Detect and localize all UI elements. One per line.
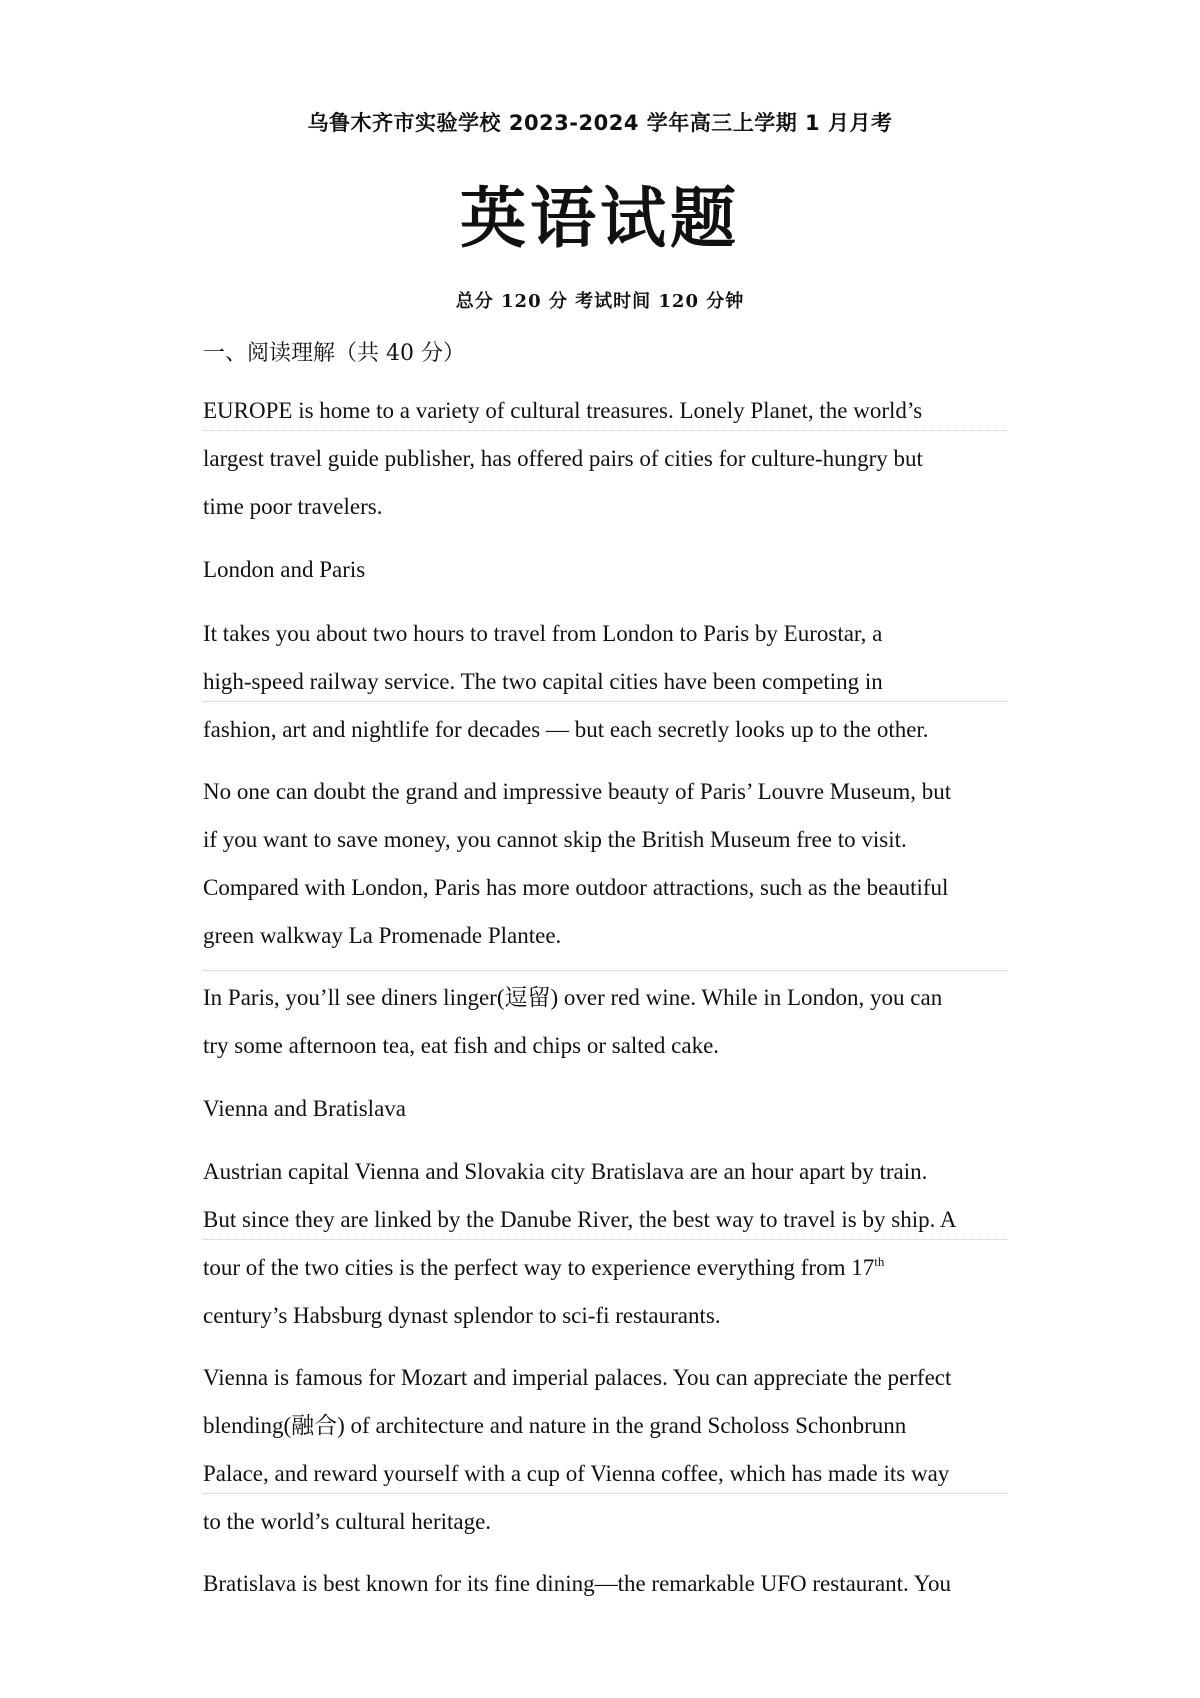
passage-line: EUROPE is home to a variety of cultural treasures. Lonely Planet, the world’s [203, 398, 923, 423]
ordinal-superscript: th [874, 1254, 885, 1269]
dotted-rule [203, 970, 1008, 971]
passage-line: if you want to save money, you cannot skip the British Museum free to visit. [203, 827, 907, 852]
passage-line: No one can doubt the grand and impressive beauty of Paris’ Louvre Museum, but [203, 779, 952, 804]
passage-subheading: London and Paris [203, 557, 366, 582]
passage-line: It takes you about two hours to travel from London to Paris by Eurostar, a [203, 621, 883, 646]
passage-line: green walkway La Promenade Plantee. [203, 923, 562, 948]
school-title: 乌鲁木齐市实验学校 2023-2024 学年高三上学期 1 月月考 [307, 111, 893, 135]
passage-line: In Paris, you’ll see diners linger(逗留) over red wine. While in London, you can [203, 985, 943, 1010]
passage-line: blending(融合) of architecture and nature in the grand Scholoss Schonbrunn [203, 1413, 907, 1438]
passage-line: largest travel guide publisher, has offered pairs of cities for culture-hungry but [203, 446, 923, 471]
exam-title: 英语试题 [460, 179, 740, 257]
dotted-rule [203, 701, 1008, 702]
dotted-rule [203, 1239, 1008, 1240]
passage-line: time poor travelers. [203, 494, 383, 519]
passage-line: high-speed railway service. The two capital cities have been competing in [203, 669, 883, 694]
passage-line: Palace, and reward yourself with a cup of Vienna coffee, which has made its way [203, 1461, 950, 1486]
passage-line: But since they are linked by the Danube River, the best way to travel is by ship. A [203, 1207, 957, 1232]
exam-info: 总分 120 分 考试时间 120 分钟 [455, 291, 745, 312]
passage-line: Bratislava is best known for its fine dining—the remarkable UFO restaurant. You [203, 1571, 952, 1596]
dotted-rule [203, 430, 1008, 431]
passage-line [203, 1254, 884, 1282]
passage-line-text: tour of the two cities is the perfect way to experience everything from 17 [203, 1255, 875, 1280]
passage-line: try some afternoon tea, eat fish and chips or salted cake. [203, 1033, 720, 1058]
passage-subheading: Vienna and Bratislava [203, 1096, 406, 1121]
passage-line: Austrian capital Vienna and Slovakia city Bratislava are an hour apart by train. [203, 1159, 928, 1184]
section-heading: 一、阅读理解（共 40 分） [203, 341, 465, 366]
passage-line: century’s Habsburg dynast splendor to sci-fi restaurants. [203, 1303, 721, 1328]
dotted-rule [203, 1493, 1008, 1494]
passage-line: to the world’s cultural heritage. [203, 1509, 492, 1534]
passage-line: Compared with London, Paris has more outdoor attractions, such as the beautiful [203, 875, 949, 900]
passage-line: fashion, art and nightlife for decades — but each secretly looks up to the other. [203, 717, 929, 742]
passage-line: Vienna is famous for Mozart and imperial palaces. You can appreciate the perfect [203, 1365, 952, 1390]
